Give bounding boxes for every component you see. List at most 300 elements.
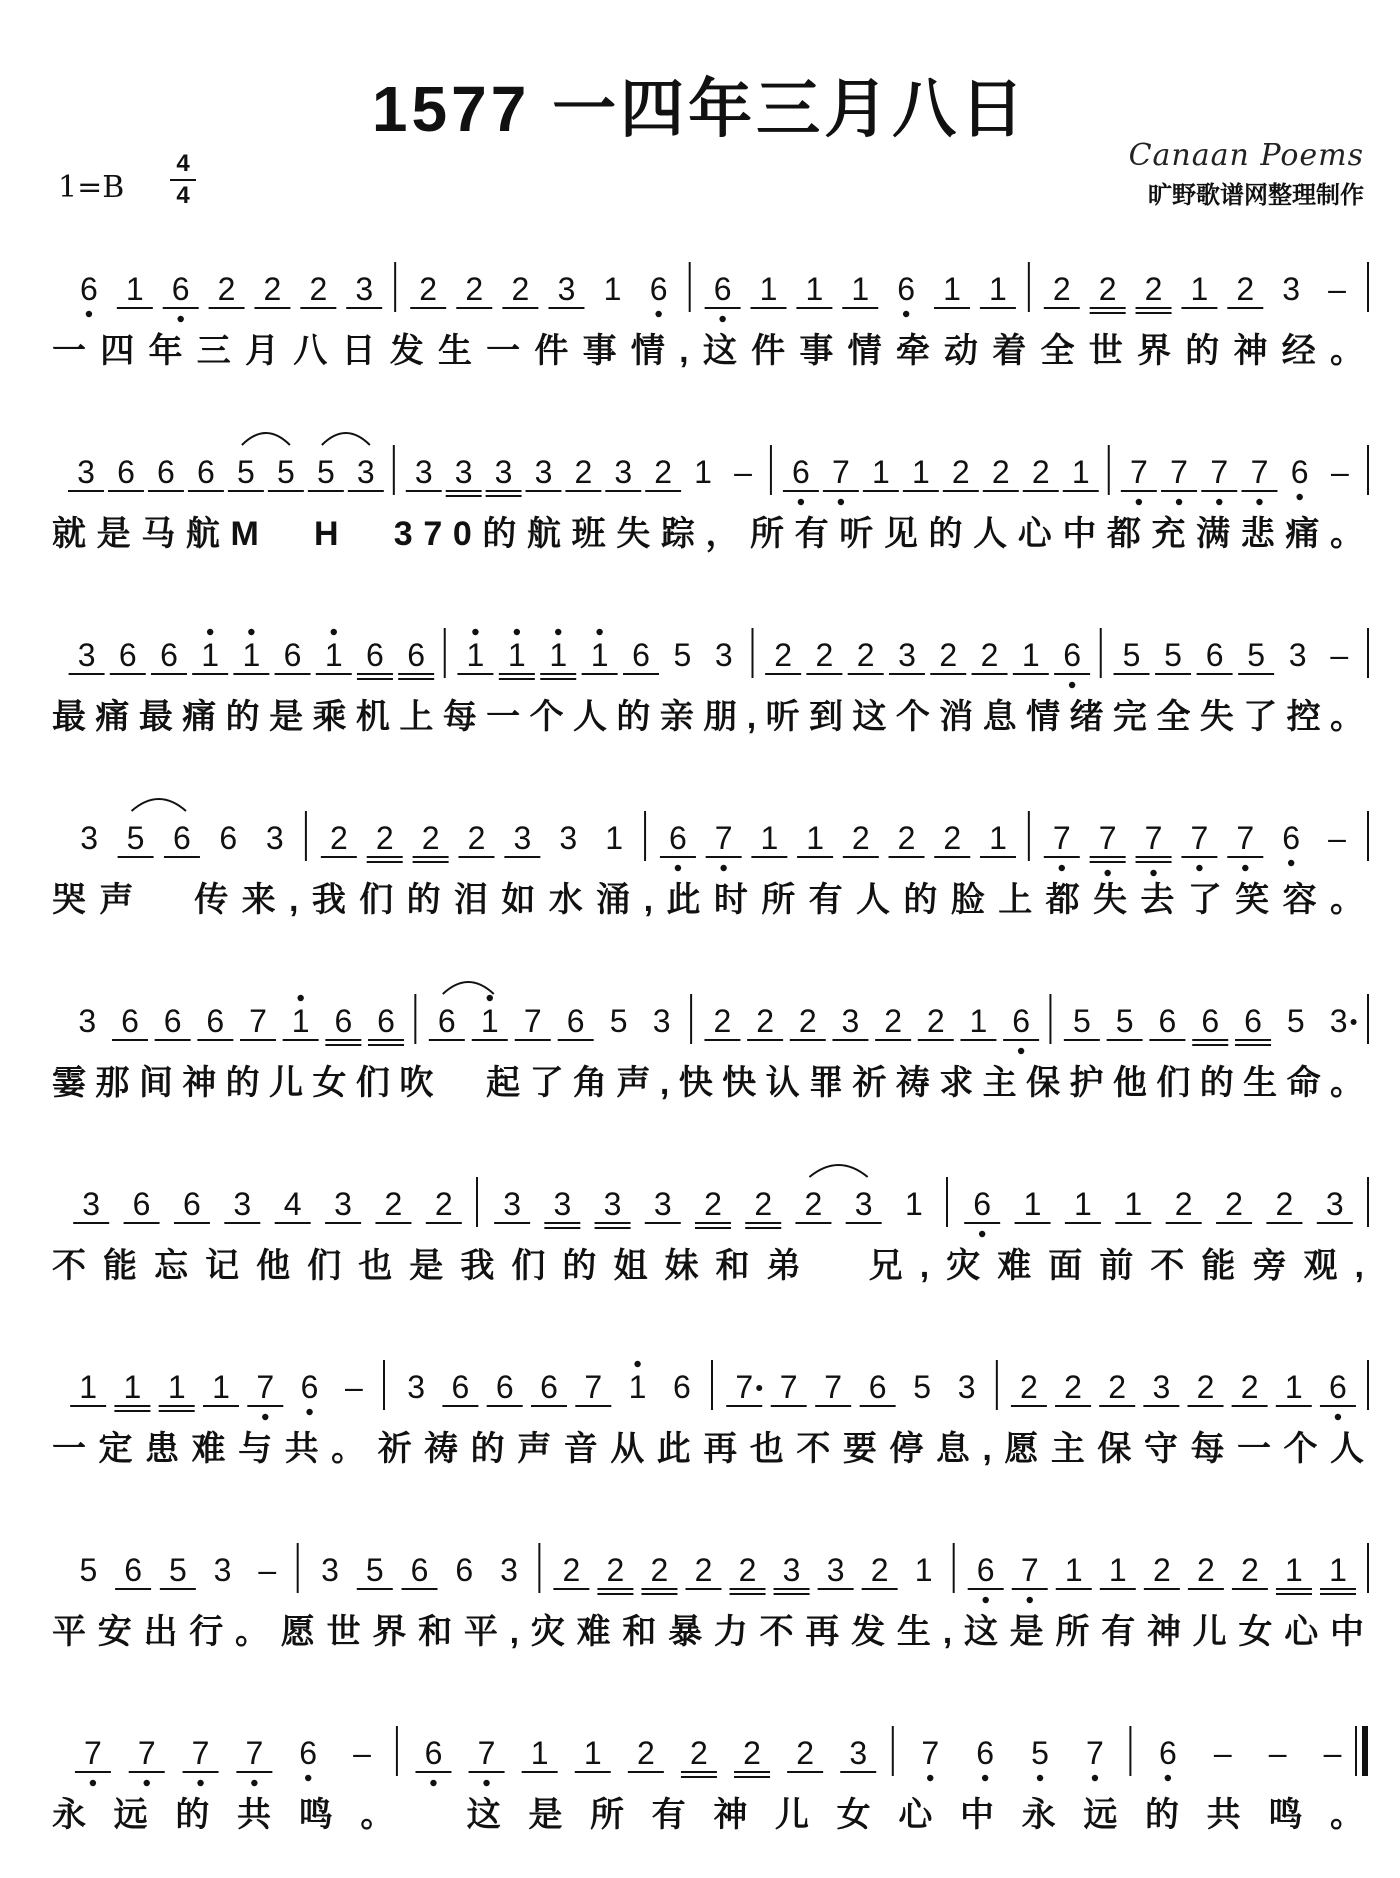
note: 2 — [217, 271, 236, 307]
note: 1 — [805, 271, 824, 307]
note: 6 — [121, 1003, 139, 1039]
lyrics-line: 永远的共鸣。 这是所有神儿女心中永远的共鸣。 — [52, 1796, 1364, 1834]
lyrics-line: 最痛最痛的是乘机上每一个人的亲朋,听到这个消息情绪完全失了控。 — [52, 698, 1364, 736]
note: 1 — [911, 454, 930, 490]
note: 3 — [841, 1003, 860, 1039]
note: 2 — [704, 1186, 722, 1222]
note: 6 — [1205, 637, 1224, 673]
note: 2 — [815, 637, 834, 673]
note: 2 — [654, 454, 673, 490]
score-system — [52, 1360, 1368, 1468]
low-octave-dot — [1296, 494, 1302, 500]
note: 3 — [233, 1186, 252, 1222]
note: 2 — [1241, 1552, 1259, 1588]
note: 3 — [82, 1186, 101, 1222]
note: 1 — [694, 454, 712, 490]
note: 1 — [759, 271, 778, 307]
note: 1 — [466, 637, 485, 673]
note: 6 — [1158, 1735, 1177, 1771]
note: 2 — [421, 820, 440, 856]
note: 3 — [652, 1003, 671, 1039]
low-octave-dot — [983, 1597, 989, 1603]
note: 2 — [419, 271, 438, 307]
note: 6 — [424, 1735, 443, 1771]
note: 7 — [191, 1735, 210, 1771]
note: 6 — [649, 271, 668, 307]
note: 1 — [1074, 1186, 1092, 1222]
note: 3 — [826, 1552, 845, 1588]
note: 5 — [1164, 637, 1182, 673]
note: 5 — [609, 1003, 628, 1039]
note: 6 — [632, 637, 650, 673]
high-octave-dot — [248, 629, 254, 635]
score-system — [52, 262, 1368, 370]
note: 6 — [160, 637, 178, 673]
low-octave-dot — [1136, 499, 1142, 505]
note: 1 — [904, 1186, 923, 1222]
note: 7 — [1052, 820, 1071, 856]
note: 1 — [549, 637, 568, 673]
note: 3 — [407, 1369, 426, 1405]
note: 3 — [1152, 1369, 1171, 1405]
note: 2 — [754, 1186, 773, 1222]
note: 1 — [1023, 1186, 1042, 1222]
note: 3 — [714, 637, 733, 673]
note: 3 — [782, 1552, 801, 1588]
note: 3 — [321, 1552, 339, 1588]
note: 7 — [523, 1003, 542, 1039]
note: 1 — [760, 820, 779, 856]
note: 2 — [1144, 271, 1163, 307]
note: 3 — [77, 454, 95, 490]
sustain-dash: – — [1323, 1735, 1342, 1771]
note: 5 — [126, 820, 145, 856]
note: 7 — [1210, 454, 1229, 490]
note: 2 — [897, 820, 916, 856]
note: 3 — [534, 454, 553, 490]
note: 3 — [78, 1003, 97, 1039]
score-system — [52, 1165, 1368, 1285]
note: 2 — [1108, 1369, 1127, 1405]
note: 3 — [1282, 271, 1301, 307]
note: 5 — [913, 1369, 932, 1405]
note: 1 — [1021, 637, 1040, 673]
lyrics-line: 哭声 传来,我们的泪如水涌,此时所有人的脸上都失去了笑容。 — [52, 881, 1364, 919]
note: 1 — [1064, 1552, 1083, 1588]
score-system — [52, 1726, 1365, 1834]
note: 1 — [201, 637, 220, 673]
note: 6 — [1290, 454, 1309, 490]
note: 7 — [1190, 820, 1209, 856]
lyrics-line: 不能忘记他们也是我们的姐妹和弟 兄,灾难面前不能旁观, — [52, 1247, 1364, 1285]
note: 6 — [377, 1003, 395, 1039]
note: 6 — [868, 1369, 887, 1405]
note: 2 — [774, 637, 793, 673]
note: 2 — [1240, 1369, 1259, 1405]
note: 6 — [410, 1552, 429, 1588]
low-octave-dot — [1069, 682, 1075, 688]
score-system — [52, 433, 1368, 553]
note: 5 — [79, 1552, 98, 1588]
note: 7 — [256, 1369, 275, 1405]
high-octave-dot — [514, 629, 520, 635]
note: 2 — [606, 1552, 625, 1588]
note: 1 — [1071, 454, 1090, 490]
note: 7 — [1170, 454, 1188, 490]
note: 7 — [1098, 820, 1117, 856]
note: 2 — [756, 1003, 775, 1039]
note: 3 — [494, 454, 513, 490]
tie-slur — [322, 433, 370, 445]
sustain-dash: – — [1268, 1735, 1287, 1771]
note: 3 — [898, 637, 916, 673]
note: 3 — [559, 820, 578, 856]
note: 3 — [356, 454, 375, 490]
note: 6 — [792, 454, 810, 490]
note: 2 — [1174, 1186, 1193, 1222]
note: 3 — [355, 271, 374, 307]
note: 3 — [500, 1552, 518, 1588]
note: 2 — [694, 1552, 713, 1588]
note: 2 — [465, 271, 484, 307]
note: 5 — [673, 637, 692, 673]
note: 2 — [434, 1186, 453, 1222]
note: 2 — [951, 454, 970, 490]
note: 2 — [1020, 1369, 1038, 1405]
tie-slur — [443, 982, 494, 994]
score-system — [52, 982, 1368, 1102]
sustain-dash: – — [1330, 637, 1349, 673]
score-system — [52, 628, 1368, 736]
note: 6 — [299, 1735, 318, 1771]
note: 1 — [1285, 1552, 1303, 1588]
note: 6 — [897, 271, 916, 307]
augmentation-dot — [1351, 1019, 1357, 1025]
note: 2 — [574, 454, 593, 490]
note: 3 — [849, 1735, 868, 1771]
low-octave-dot — [251, 1780, 257, 1786]
high-octave-dot — [596, 629, 602, 635]
low-octave-dot — [927, 1775, 933, 1781]
note: 6 — [171, 271, 190, 307]
high-octave-dot — [555, 629, 561, 635]
note: 1 — [123, 1369, 142, 1405]
note: 7 — [831, 454, 850, 490]
note: 5 — [1247, 637, 1266, 673]
note: 6 — [366, 637, 384, 673]
low-octave-dot — [1242, 865, 1248, 871]
high-octave-dot — [331, 629, 337, 635]
note: 3 — [1288, 637, 1307, 673]
note: 2 — [263, 271, 282, 307]
note: 2 — [375, 820, 394, 856]
note: 1 — [806, 820, 824, 856]
note: 1 — [530, 1735, 549, 1771]
note: 6 — [1282, 820, 1301, 856]
note: 2 — [856, 637, 875, 673]
note: 6 — [183, 1186, 201, 1222]
note: 5 — [1122, 637, 1141, 673]
low-octave-dot — [1092, 1775, 1098, 1781]
note: 2 — [980, 637, 999, 673]
tie-slur — [132, 799, 186, 811]
note: 7 — [477, 1735, 496, 1771]
note: 6 — [132, 1186, 151, 1222]
sustain-dash: – — [353, 1735, 371, 1771]
note: 6 — [117, 454, 135, 490]
note: 7 — [137, 1735, 156, 1771]
note: 2 — [1052, 271, 1071, 307]
sustain-dash: – — [734, 454, 752, 490]
note: 1 — [969, 1003, 988, 1039]
note: 6 — [976, 1552, 995, 1588]
low-octave-dot — [430, 1780, 436, 1786]
note: 2 — [636, 1735, 655, 1771]
note: 1 — [507, 637, 526, 673]
note: 3 — [1325, 1186, 1344, 1222]
note: 1 — [1190, 271, 1209, 307]
note: 6 — [1329, 1369, 1347, 1405]
note: 2 — [384, 1186, 403, 1222]
note: 1 — [914, 1552, 933, 1588]
note: 2 — [562, 1552, 581, 1588]
note: 3 — [334, 1186, 352, 1222]
note: 2 — [309, 271, 328, 307]
low-octave-dot — [838, 499, 844, 505]
tie-slur — [242, 433, 290, 445]
note: 6 — [80, 271, 98, 307]
score-system — [52, 1543, 1368, 1651]
note: 6 — [1158, 1003, 1177, 1039]
sustain-dash: – — [1213, 1735, 1232, 1771]
note: 2 — [743, 1735, 761, 1771]
note: 3 — [265, 820, 284, 856]
note: 2 — [1275, 1186, 1294, 1222]
brand-logo-text: Canaan Poems — [1128, 138, 1364, 173]
note: 7 — [735, 1369, 754, 1405]
note: 7 — [249, 1003, 267, 1039]
note: 1 — [212, 1369, 230, 1405]
low-octave-dot — [1165, 1775, 1171, 1781]
note: 2 — [851, 820, 870, 856]
note: 3 — [513, 820, 532, 856]
score-system — [52, 799, 1368, 919]
note: 6 — [437, 1003, 456, 1039]
note: 2 — [1031, 454, 1050, 490]
note: 6 — [124, 1552, 143, 1588]
note: 3 — [1329, 1003, 1348, 1039]
note: 1 — [125, 271, 144, 307]
low-octave-dot — [655, 311, 661, 317]
note: 3 — [614, 454, 633, 490]
low-octave-dot — [979, 1231, 985, 1237]
low-octave-dot — [483, 1780, 489, 1786]
note: 6 — [672, 1369, 691, 1405]
note: 1 — [79, 1369, 98, 1405]
note: 2 — [991, 454, 1010, 490]
note: 4 — [283, 1186, 302, 1222]
note: 6 — [1244, 1003, 1262, 1039]
note: 6 — [1201, 1003, 1220, 1039]
note: 5 — [168, 1552, 187, 1588]
note: 7 — [584, 1369, 603, 1405]
low-octave-dot — [305, 1775, 311, 1781]
low-octave-dot — [86, 311, 92, 317]
note: 2 — [870, 1552, 889, 1588]
low-octave-dot — [1037, 1775, 1043, 1781]
low-octave-dot — [1018, 1048, 1024, 1054]
note: 6 — [973, 1186, 992, 1222]
note: 2 — [1236, 271, 1255, 307]
high-octave-dot — [207, 629, 213, 635]
maker-credit: 旷野歌谱网整理制作 — [1148, 182, 1364, 209]
note: 2 — [798, 1003, 817, 1039]
note: 6 — [669, 820, 687, 856]
sustain-dash: – — [1328, 271, 1346, 307]
sustain-dash: – — [1328, 820, 1346, 856]
low-octave-dot — [1104, 870, 1110, 876]
note: 6 — [163, 1003, 182, 1039]
note: 3 — [80, 820, 99, 856]
low-octave-dot — [1027, 1597, 1033, 1603]
note: 3 — [414, 454, 433, 490]
note: 2 — [738, 1552, 757, 1588]
low-octave-dot — [1335, 1414, 1341, 1420]
note: 1 — [583, 1735, 602, 1771]
note: 6 — [455, 1552, 474, 1588]
key-signature: 1=B — [58, 170, 125, 205]
note: 7 — [824, 1369, 843, 1405]
note: 6 — [219, 820, 238, 856]
note: 6 — [976, 1735, 995, 1771]
lyrics-line: 一定患难与共。祈祷的声音从此再也不要停息,愿主保守每一个人 — [52, 1430, 1364, 1468]
note: 2 — [329, 820, 348, 856]
note: 2 — [943, 820, 962, 856]
low-octave-dot — [1216, 499, 1222, 505]
sustain-dash: – — [1330, 454, 1349, 490]
note: 1 — [628, 1369, 647, 1405]
note: 6 — [300, 1369, 319, 1405]
note: 6 — [206, 1003, 225, 1039]
song-title: 1577 一四年三月八日 — [371, 73, 1029, 145]
note: 3 — [854, 1186, 873, 1222]
note: 2 — [926, 1003, 945, 1039]
note: 1 — [943, 271, 961, 307]
sustain-dash: – — [344, 1369, 363, 1405]
note: 2 — [1196, 1552, 1215, 1588]
low-octave-dot — [903, 311, 909, 317]
note: 5 — [1286, 1003, 1305, 1039]
low-octave-dot — [1288, 860, 1294, 866]
low-octave-dot — [197, 1780, 203, 1786]
low-octave-dot — [1059, 865, 1065, 871]
augmentation-dot — [756, 1385, 762, 1391]
low-octave-dot — [719, 316, 725, 322]
note: 2 — [1225, 1186, 1243, 1222]
low-octave-dot — [262, 1414, 268, 1420]
low-octave-dot — [1150, 870, 1156, 876]
note: 1 — [1124, 1186, 1143, 1222]
note: 7 — [779, 1369, 798, 1405]
note: 3 — [77, 637, 96, 673]
note: 3 — [603, 1186, 622, 1222]
note: 2 — [650, 1552, 669, 1588]
note: 2 — [939, 637, 958, 673]
note: 3 — [553, 1186, 572, 1222]
sustain-dash: – — [258, 1552, 277, 1588]
note: 6 — [334, 1003, 353, 1039]
note: 3 — [957, 1369, 976, 1405]
note: 2 — [1152, 1552, 1171, 1588]
low-octave-dot — [720, 865, 726, 871]
note: 1 — [871, 454, 890, 490]
note: 6 — [495, 1369, 514, 1405]
note: 3 — [557, 271, 576, 307]
low-octave-dot — [144, 1780, 150, 1786]
note: 1 — [590, 637, 609, 673]
high-octave-dot — [634, 1361, 640, 1367]
note: 6 — [283, 637, 302, 673]
note: 7 — [245, 1735, 264, 1771]
low-octave-dot — [798, 499, 804, 505]
note: 5 — [1031, 1735, 1049, 1771]
note: 2 — [1196, 1369, 1215, 1405]
low-octave-dot — [90, 1780, 96, 1786]
note: 7 — [1144, 820, 1163, 856]
note: 6 — [566, 1003, 585, 1039]
note: 7 — [1250, 454, 1269, 490]
note: 5 — [276, 454, 295, 490]
high-octave-dot — [472, 629, 478, 635]
note: 1 — [851, 271, 870, 307]
time-signature-bottom: 4 — [176, 182, 190, 209]
note: 7 — [921, 1735, 940, 1771]
lyrics-line: 平安出行。愿世界和平,灾难和暴力不再发生,这是所有神儿女心中 — [52, 1613, 1364, 1651]
high-octave-dot — [487, 995, 493, 1001]
note: 5 — [365, 1552, 384, 1588]
note: 2 — [804, 1186, 823, 1222]
low-octave-dot — [675, 865, 681, 871]
tie-slur — [809, 1165, 867, 1177]
note: 1 — [605, 820, 624, 856]
note: 1 — [324, 637, 343, 673]
note: 5 — [1072, 1003, 1091, 1039]
note: 1 — [603, 271, 622, 307]
note: 6 — [118, 637, 137, 673]
note: 2 — [1098, 271, 1117, 307]
note: 6 — [1012, 1003, 1031, 1039]
note: 1 — [1108, 1552, 1127, 1588]
low-octave-dot — [306, 1409, 312, 1415]
low-octave-dot — [982, 1775, 988, 1781]
low-octave-dot — [1256, 499, 1262, 505]
lyrics-line: 就是马航M H 370的航班失踪，所有听见的人心中都充满悲痛。 — [52, 515, 1364, 553]
note: 5 — [237, 454, 255, 490]
note: 7 — [1020, 1552, 1039, 1588]
note: 3 — [653, 1186, 672, 1222]
lyrics-line: 一四年三月八日发生一件事情,这件事情牵动着全世界的神经。 — [52, 332, 1364, 370]
note: 2 — [796, 1735, 815, 1771]
note: 1 — [242, 637, 261, 673]
note: 7 — [84, 1735, 102, 1771]
note: 7 — [1236, 820, 1255, 856]
note: 5 — [1115, 1003, 1134, 1039]
note: 6 — [713, 271, 732, 307]
low-octave-dot — [177, 316, 183, 322]
note: 3 — [503, 1186, 522, 1222]
note: 3 — [454, 454, 473, 490]
note: 1 — [291, 1003, 310, 1039]
